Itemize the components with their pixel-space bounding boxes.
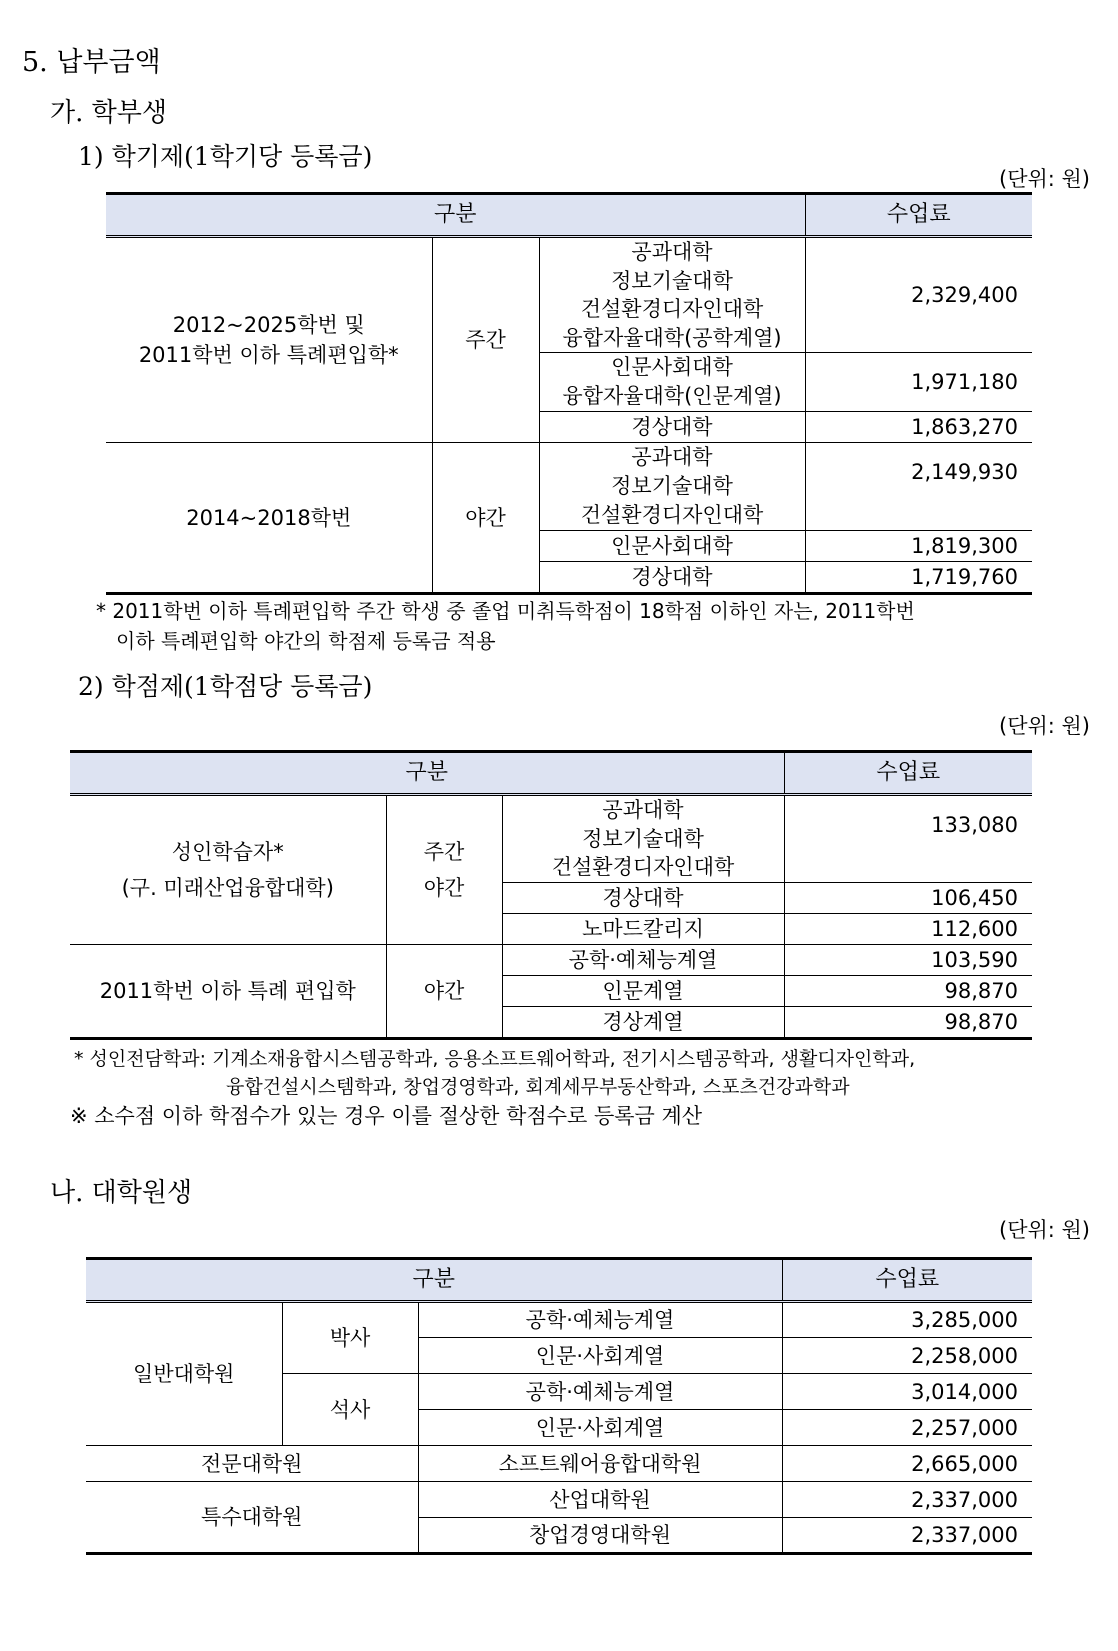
group-label-line: (구. 미래산업융합대학) [121, 875, 334, 900]
fee-value: 112,600 [784, 913, 1032, 944]
type-label: 야간 [423, 875, 465, 900]
college: 공과대학 [602, 798, 684, 822]
header-fee: 수업료 [805, 194, 1032, 237]
field: 공학·예체능계열 [502, 944, 784, 975]
college: 경상대학 [539, 412, 805, 443]
night-type: 야간 [432, 443, 539, 594]
group-label-line: 2011학번 이하 특례편입학* [138, 343, 399, 367]
header-category: 구분 [106, 194, 805, 237]
fee-value: 1,863,270 [805, 412, 1032, 443]
credit-footnote: * 성인전담학과: 기계소재융합시스템공학과, 응용소프트웨어학과, 전기시스템공학과, 생활디자인학과, [74, 1048, 916, 1070]
fee-value: 2,149,930 [805, 443, 1032, 531]
fee-value: 133,080 [784, 795, 1032, 883]
header-category: 구분 [70, 752, 784, 795]
fee-value: 103,590 [784, 944, 1032, 975]
fee-value: 106,450 [784, 882, 1032, 913]
college: 인문사회대학 [611, 355, 733, 379]
header-fee: 수업료 [784, 752, 1032, 795]
fee-value: 2,337,000 [782, 1518, 1032, 1554]
fee-value: 3,014,000 [782, 1374, 1032, 1410]
header-category: 구분 [86, 1259, 782, 1302]
night-type: 야간 [386, 944, 502, 1038]
fee-value: 1,719,760 [805, 562, 1032, 594]
college: 정보기술대학 [611, 474, 733, 498]
college: 노마드칼리지 [502, 913, 784, 944]
credit-tuition-table [70, 750, 1032, 1040]
field: 경상계열 [502, 1006, 784, 1038]
semester-footnote: 이하 특례편입학 야간의 학점제 등록금 적용 [116, 629, 496, 653]
semester-tuition-table [106, 192, 1032, 595]
fee-value: 98,870 [784, 975, 1032, 1006]
college: 경상대학 [539, 562, 805, 594]
credit-footnote: 융합건설시스템학과, 창업경영학과, 회계세무부동산학과, 스포츠건강과학과 [226, 1076, 850, 1098]
semester-footnote: * 2011학번 이하 특례편입학 주간 학생 중 졸업 미취득학점이 18학점 이하인 자는, 2011학번 [96, 599, 915, 623]
grad-unit: (단위: 원) [999, 1218, 1090, 1242]
master-label: 석사 [282, 1374, 418, 1446]
college: 인문사회대학 [539, 531, 805, 562]
college: 융합자율대학(인문계열) [562, 384, 782, 408]
day-night-type [386, 795, 502, 945]
general-grad-label: 일반대학원 [86, 1302, 282, 1446]
college-list [539, 443, 805, 531]
fee-value: 2,258,000 [782, 1338, 1032, 1374]
fee-value: 1,971,180 [805, 353, 1032, 412]
phd-label: 박사 [282, 1302, 418, 1374]
college-list [539, 353, 805, 412]
group-label-line: 성인학습자* [171, 839, 284, 864]
day-type: 주간 [432, 237, 539, 443]
credit-title: 2) 학점제(1학점당 등록금) [78, 672, 373, 701]
college: 정보기술대학 [611, 268, 733, 293]
college: 건설환경디자인대학 [580, 503, 764, 527]
college: 공과대학 [631, 240, 713, 264]
field: 공학·예체능계열 [418, 1374, 782, 1410]
credit-rounding-note: ※ 소수점 이하 학점수가 있는 경우 이를 절상한 학점수로 등록금 계산 [70, 1104, 703, 1128]
header-fee: 수업료 [782, 1259, 1032, 1302]
group-label [70, 795, 386, 945]
college: 건설환경디자인대학 [580, 297, 764, 321]
group-label: 2014~2018학번 [106, 443, 432, 594]
field: 산업대학원 [418, 1482, 782, 1518]
college: 경상대학 [502, 882, 784, 913]
fee-value: 2,329,400 [805, 237, 1032, 353]
college-list [539, 237, 805, 353]
fee-value: 3,285,000 [782, 1302, 1032, 1338]
field: 인문·사회계열 [418, 1338, 782, 1374]
college: 공과대학 [631, 445, 713, 469]
special-grad-label: 특수대학원 [86, 1482, 418, 1554]
semester-title: 1) 학기제(1학기당 등록금) [78, 142, 373, 171]
field: 인문·사회계열 [418, 1410, 782, 1446]
professional-grad-label: 전문대학원 [86, 1446, 418, 1482]
group-label [106, 237, 432, 443]
field: 인문계열 [502, 975, 784, 1006]
fee-value: 2,337,000 [782, 1482, 1032, 1518]
undergrad-title: 가. 학부생 [50, 98, 167, 128]
field: 창업경영대학원 [418, 1518, 782, 1554]
fee-value: 1,819,300 [805, 531, 1032, 562]
college: 건설환경디자인대학 [551, 855, 735, 879]
section-title: 5. 납부금액 [22, 47, 161, 78]
type-label: 주간 [423, 839, 465, 864]
fee-value: 2,665,000 [782, 1446, 1032, 1482]
college: 정보기술대학 [582, 826, 704, 851]
fee-value: 98,870 [784, 1006, 1032, 1038]
college-list [502, 795, 784, 883]
credit-unit: (단위: 원) [999, 714, 1090, 738]
grad-title: 나. 대학원생 [50, 1178, 193, 1208]
group-label: 2011학번 이하 특례 편입학 [70, 944, 386, 1038]
group-label-line: 2012~2025학번 및 [172, 313, 365, 337]
grad-tuition-table [86, 1257, 1032, 1555]
field: 공학·예체능계열 [418, 1302, 782, 1338]
college: 융합자율대학(공학계열) [562, 325, 782, 350]
semester-unit: (단위: 원) [999, 167, 1090, 191]
fee-value: 2,257,000 [782, 1410, 1032, 1446]
field: 소프트웨어융합대학원 [418, 1446, 782, 1482]
